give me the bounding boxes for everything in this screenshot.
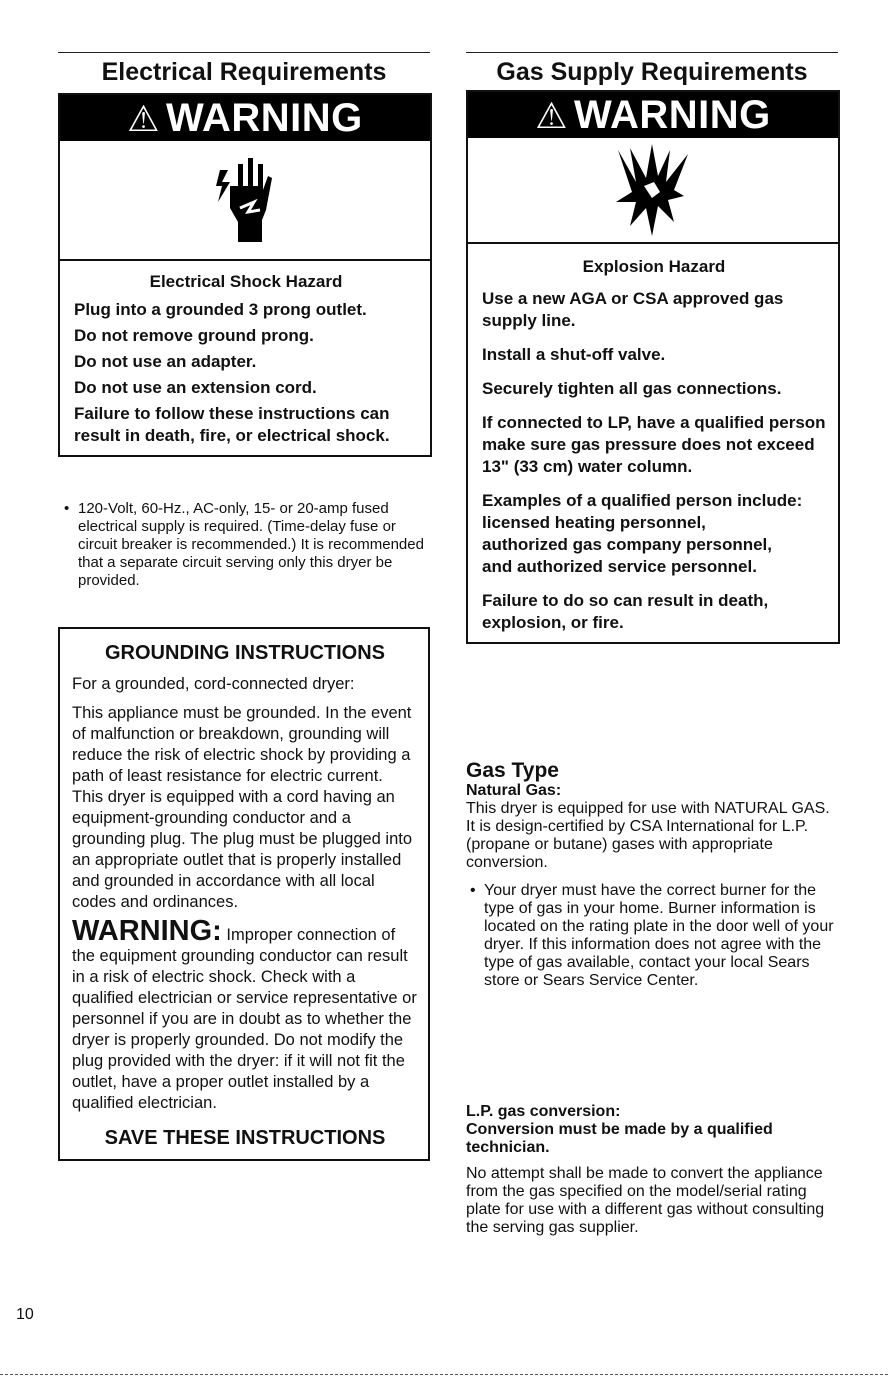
lp-conversion-section xyxy=(466,1103,836,1237)
natural-gas-subheading: Natural Gas: xyxy=(466,782,562,799)
lp-conversion-subheading: Conversion must be made by a qualified technician. xyxy=(466,1121,773,1156)
lp-conversion-text: No attempt shall be made to convert the appliance from the gas specified on the model/serial rating plate for use with a different gas without consulting the serving gas supplier. xyxy=(466,1165,825,1236)
hazard-line: Failure to do so can result in death, explosion, or fire. xyxy=(482,591,769,632)
grounding-intro: For a grounded, cord-connected dryer: xyxy=(72,675,355,693)
warning-triangle-icon: ⚠ xyxy=(127,98,160,139)
gas-type-section xyxy=(466,760,836,990)
page-number: 10 xyxy=(16,1306,34,1323)
list-item: • Your dryer must have the correct burner for the type of gas in your home. Burner information is located on the rating plate in the door well of your dryer. If this information does not agree with the type of gas available, contact your local Sears store or Sears Service Center. xyxy=(484,882,836,990)
warning-banner xyxy=(468,92,838,138)
hazard-line: authorized gas company personnel, xyxy=(482,535,773,554)
electrical-supply-list xyxy=(62,500,428,590)
hazard-line: Do not use an extension cord. xyxy=(74,378,317,397)
gas-type-list xyxy=(466,882,836,990)
explosion-icon xyxy=(608,142,698,238)
explosion-hazard-symbol-row xyxy=(468,138,838,244)
warning-banner xyxy=(60,95,430,141)
grounding-body: This appliance must be grounded. In the event of malfunction or breakdown, grounding will reduce the risk of electric shock by providing a path of least resistance for electric current. This dryer is equipped with a cord having an equipment-grounding conductor and a grounding plug. The plug must be plugged into an appropriate outlet that is properly installed and grounded in accordance with all local codes and ordinances. xyxy=(72,704,413,911)
grounding-warning xyxy=(72,915,418,1114)
electrical-warning-box xyxy=(58,93,432,457)
grounding-instructions-box xyxy=(58,627,430,1161)
gas-warning-box xyxy=(466,90,840,644)
hazard-line: and authorized service personnel. xyxy=(482,557,757,576)
hazard-line: Examples of a qualified person include: xyxy=(482,491,803,510)
section-rule xyxy=(466,52,838,53)
hazard-line: Securely tighten all gas connections. xyxy=(482,379,782,398)
hazard-line: Do not remove ground prong. xyxy=(74,326,314,345)
warning-label: WARNING xyxy=(573,93,771,137)
list-item: • 120-Volt, 60-Hz., AC-only, 15- or 20-amp fused electrical supply is required. (Time-delay fuse or circuit breaker is recommended.) It is recommended that a separate circuit serving only this dryer be provided. xyxy=(78,500,428,590)
bottom-rule xyxy=(0,1374,888,1375)
grounding-warning-text: Improper connection of the equipment grounding conductor can result in a risk of electric shock. Check with a qualified electrician or service representative or personnel if you are in doubt as to whether the dryer is properly grounded. Do not modify the plug provided with the dryer: if it will not fit the outlet, have a proper outlet installed by a qualified electrician. xyxy=(72,926,417,1112)
hazard-line: Plug into a grounded 3 prong outlet. xyxy=(74,300,367,319)
hazard-line: Do not use an adapter. xyxy=(74,352,257,371)
lp-conversion-heading: L.P. gas conversion: xyxy=(466,1103,621,1120)
warning-triangle-icon: ⚠ xyxy=(535,95,568,136)
save-instructions: SAVE THESE INSTRUCTIONS xyxy=(104,1127,386,1149)
natural-gas-text: This dryer is equipped for use with NATURAL GAS. It is design-certified by CSA International for L.P. (propane or butane) gases with appropriate conversion. xyxy=(466,800,830,871)
hazard-line: Install a shut-off valve. xyxy=(482,345,666,364)
grounding-title: GROUNDING INSTRUCTIONS xyxy=(105,642,385,664)
hazard-line: If connected to LP, have a qualified person make sure gas pressure does not exceed 13" (33 cm) water column. xyxy=(482,413,826,476)
hazard-title: Explosion Hazard xyxy=(582,257,726,276)
hazard-line: licensed heating personnel, xyxy=(482,513,706,532)
grounding-warning-label: WARNING: xyxy=(72,915,222,947)
shock-hazard-symbol-row xyxy=(60,141,430,261)
gas-hazard-text xyxy=(468,244,838,642)
electrical-hazard-text xyxy=(60,261,430,455)
warning-label: WARNING xyxy=(165,96,363,140)
hazard-line: Failure to follow these instructions can result in death, fire, or electrical shock. xyxy=(74,404,390,445)
hazard-title: Electrical Shock Hazard xyxy=(149,272,343,291)
section-title: Electrical Requirements xyxy=(101,58,387,86)
gas-type-heading: Gas Type xyxy=(466,759,559,782)
electric-shock-hand-icon xyxy=(210,150,280,250)
section-title: Gas Supply Requirements xyxy=(496,58,808,86)
section-rule xyxy=(58,52,430,53)
hazard-line: Use a new AGA or CSA approved gas supply line. xyxy=(482,289,784,330)
